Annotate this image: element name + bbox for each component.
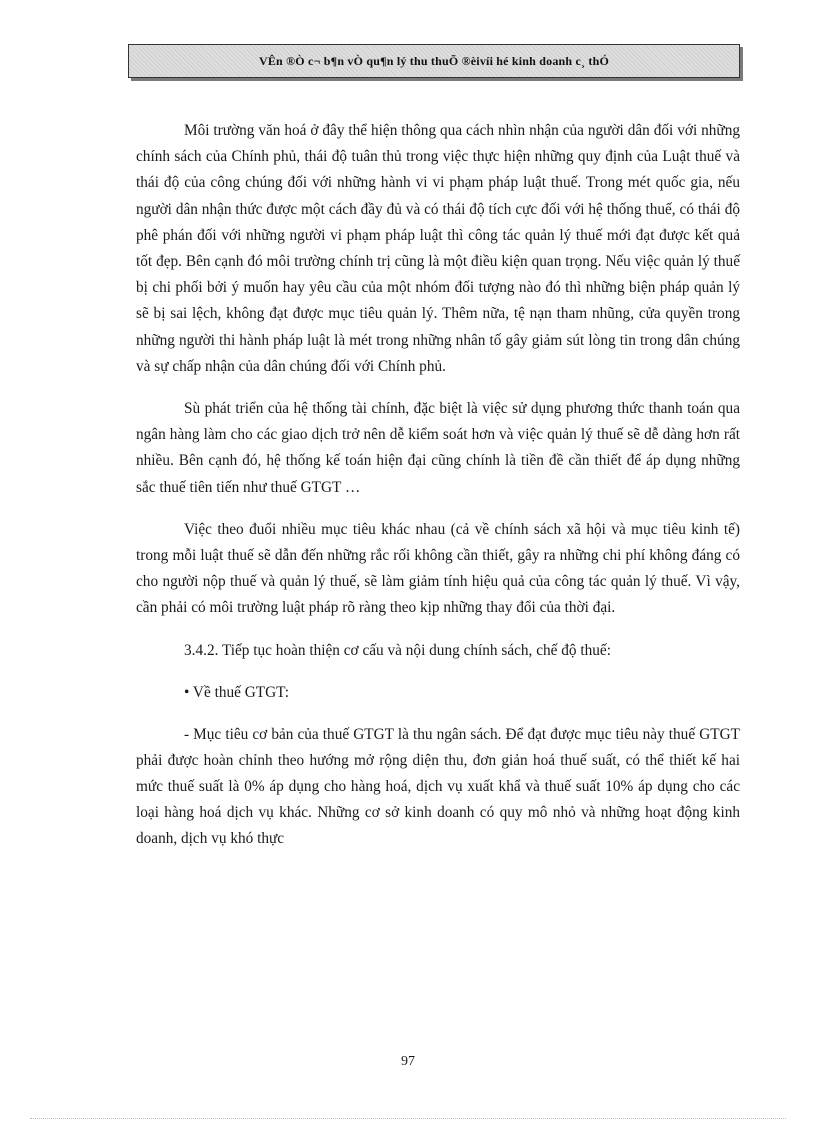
bullet-vat: • Về thuế GTGT: [184, 683, 289, 701]
paragraph-vat-objective: - Mục tiêu cơ bản của thuế GTGT là thu ngân sách. Để đạt được mục tiêu này thuế GTGT phải được hoàn chỉnh theo hướng mở rộng diện thu, đơn giản hoá thuế suất, có thể thiết kế hai mức thuế suất là 0% áp dụng cho hàng hoá, dịch vụ xuất khẩ và thuế suất 10% áp dụng cho các loại hàng hoá dịch vụ khác. Những cơ sở kinh doanh có quy mô nhỏ và những hoạt động kinh doanh, dịch vụ khó thực [136, 725, 740, 848]
paragraph-legal-environment: Việc theo đuổi nhiều mục tiêu khác nhau (cả về chính sách xã hội và mục tiêu kinh tế) trong mỗi luật thuế sẽ dẫn đến những rắc rối không cần thiết, gây ra những chi phí không đáng có cho người nộp thuế và quản lý thuế, sẽ làm giảm tính hiệu quả của công tác quản lý thuế. Vì vậy, cần phải có môi trường luật pháp rõ ràng theo kịp những thay đổi của thời đại. [136, 520, 740, 617]
header-title: VÊn ®Ò c¬ b¶n vÒ qu¶n lý thu thuÕ ®èivíi hé kinh doanh c¸ thÓ [258, 53, 610, 68]
running-header [128, 44, 740, 78]
paragraph-cultural-environment: Môi trường văn hoá ở đây thể hiện thông qua cách nhìn nhận của người dân đối với những chính sách của Chính phủ, thái độ tuân thủ trong việc thực hiện những quy định của Luật thuế và thái độ của công chúng đối với những hành vi vi phạm pháp luật thuế. Trong mét quốc gia, nếu người dân nhận thức được một cách đầy đủ và có thái độ tích cực đối với hệ thống thuế, có thái độ phê phán đối với những người vi phạm pháp luật thì công tác quản lý thuế mới đạt được kết quả tốt đẹp. Bên cạnh đó môi trường chính trị cũng là một điều kiện quan trọng. Nếu việc quản lý thuế bị chi phối bởi ý muốn hay yêu cầu của một nhóm đối tượng nào đó thì những biện pháp quản lý sẽ bị sai lệch, không đạt được mục tiêu quản lý. Thêm nữa, tệ nạn tham nhũng, cửa quyền trong những người thi hành pháp luật là mét trong những nhân tố gây giảm sút lòng tin trong dân chúng và sự chấp nhận của dân chúng đối với Chính phủ. [136, 122, 740, 375]
paragraph-financial-system: Sù phát triển của hệ thống tài chính, đặc biệt là việc sử dụng phương thức thanh toán qua ngân hàng làm cho các giao dịch trở nên dễ kiểm soát hơn và việc quản lý thuế sẽ dễ dàng hơn rất nhiều. Bên cạnh đó, hệ thống kế toán hiện đại cũng chính là tiền đề cần thiết để áp dụng những sắc thuế tiên tiến như thuế GTGT … [136, 400, 740, 496]
section-heading: 3.4.2. Tiếp tục hoàn thiện cơ cấu và nội dung chính sách, chế độ thuế: [184, 641, 611, 659]
page-body [136, 118, 740, 869]
page-number: 97 [401, 1054, 415, 1069]
page-bottom-divider [30, 1118, 786, 1119]
